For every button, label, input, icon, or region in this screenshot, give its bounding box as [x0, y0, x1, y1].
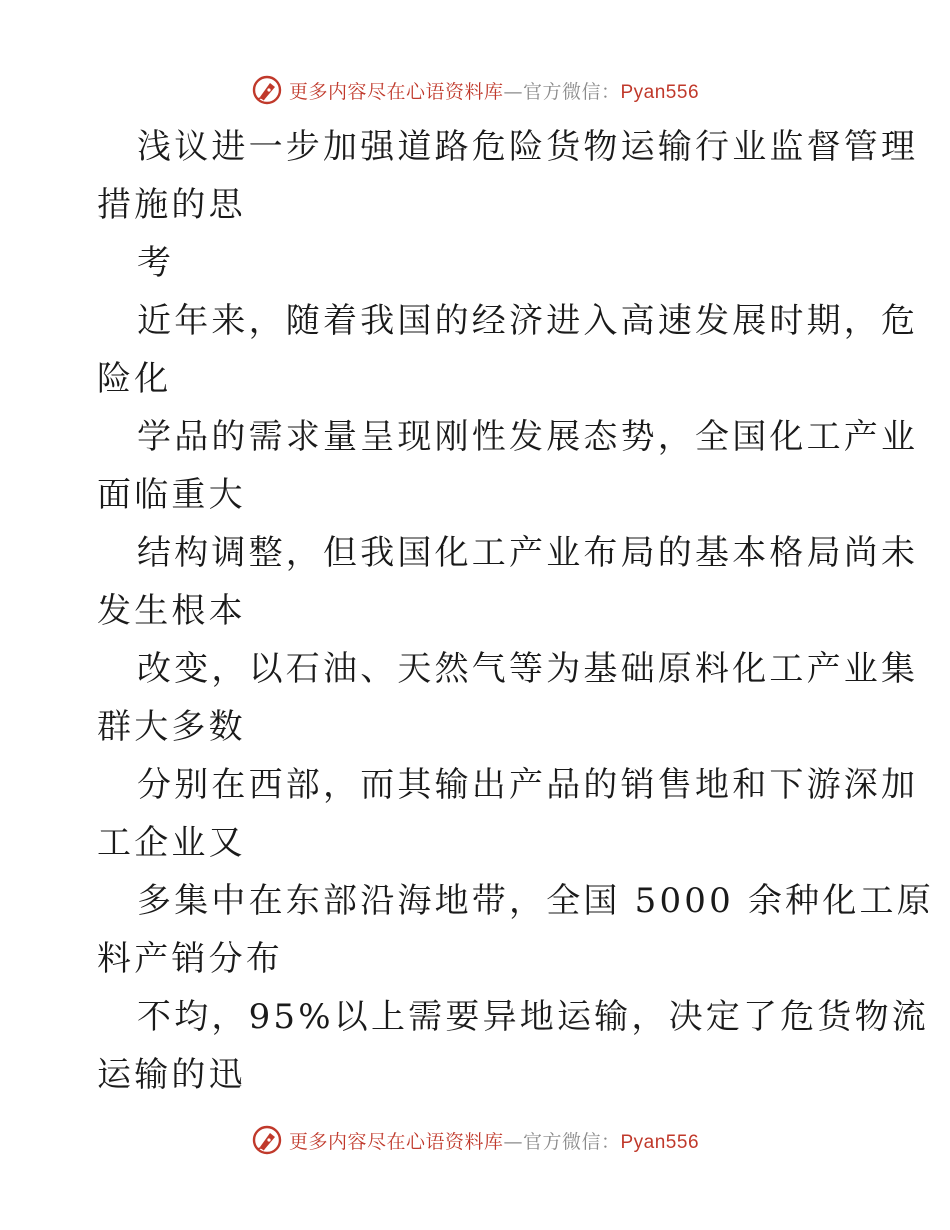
paragraph-line: 料产销分布 [97, 939, 283, 979]
paragraph-line: 分别在西部，而其输出产品的销售地和下游深加 [137, 765, 919, 805]
banner-wechat-id: Pyan556 [620, 81, 700, 103]
paragraph-line: 改变，以石油、天然气等为基础原料化工产业集 [137, 649, 919, 689]
paragraph-line: 学品的需求量呈现刚性发展态势，全国化工产业 [137, 417, 919, 457]
banner-wechat-label: 官方微信： [522, 1130, 621, 1153]
banner-site-text: 更多内容尽在心语资料库 [288, 1130, 504, 1153]
paragraph-line: 不均，95%以上需要异地运输，决定了危货物流 [137, 997, 929, 1037]
document-body [97, 118, 934, 1104]
header-banner [0, 70, 950, 110]
paragraph-line: 险化 [97, 359, 172, 399]
banner-wechat-label: 官方微信： [522, 80, 621, 103]
title-line-2: 措施的思 [97, 185, 246, 225]
banner-site-text: 更多内容尽在心语资料库 [288, 80, 504, 103]
paragraph-line: 面临重大 [97, 475, 246, 515]
banner-separator: — [503, 80, 523, 103]
pen-nib-logo-icon [251, 74, 283, 106]
banner-wechat-id: Pyan556 [620, 1131, 700, 1153]
paragraph-line: 发生根本 [97, 591, 246, 631]
paragraph-line: 多集中在东部沿海地带，全国 5000 余种化工原 [137, 881, 934, 921]
title-line-3: 考 [137, 243, 175, 283]
pen-nib-logo-icon [251, 1124, 283, 1156]
paragraph-line: 工企业又 [97, 823, 246, 863]
paragraph-line: 近年来，随着我国的经济进入高速发展时期，危 [137, 301, 919, 341]
footer-banner [0, 1120, 950, 1160]
paragraph-line: 运输的迅 [97, 1055, 246, 1095]
banner-text [289, 1127, 699, 1154]
title-line-1: 浅议进一步加强道路危险货物运输行业监督管理 [137, 127, 919, 167]
banner-separator: — [503, 1130, 523, 1153]
banner-text [289, 77, 699, 104]
paragraph-line: 群大多数 [97, 707, 246, 747]
paragraph-line: 结构调整，但我国化工产业布局的基本格局尚未 [137, 533, 919, 573]
